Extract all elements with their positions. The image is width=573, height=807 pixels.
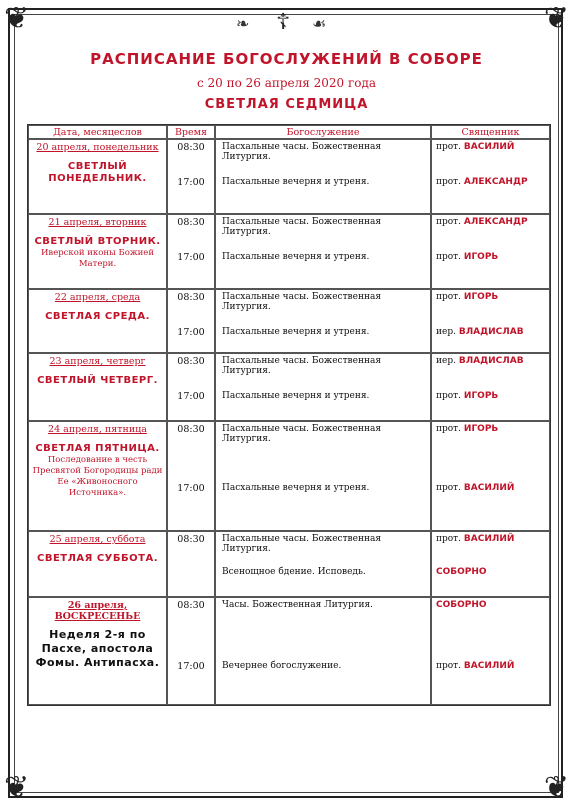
service-time: 17:00 <box>177 391 205 402</box>
priest-name: ИГОРЬ <box>463 252 499 262</box>
priest-rank: прот. <box>436 661 462 671</box>
column-header-priest: Священник <box>431 125 550 139</box>
feast-name: СВЕТЛАЯ ПЯТНИЦА. <box>35 443 160 454</box>
schedule-table <box>27 124 551 706</box>
column-header-service: Богослужение <box>215 125 431 139</box>
priest <box>432 424 549 434</box>
feast-name: СВЕТЛЫЙ ВТОРНИК. <box>34 236 161 247</box>
priest <box>432 217 549 227</box>
feast-name: СВЕТЛЫЙ ЧЕТВЕРГ. <box>37 375 158 386</box>
priest-name: ВАСИЛИЙ <box>463 661 515 671</box>
feast-name: Неделя 2-я по Пасхе, апостола Фомы. Антипасха. <box>35 628 160 669</box>
service-cell <box>215 421 431 531</box>
service-name: Пасхальные вечерня и утреня. <box>222 483 370 493</box>
priest-rank: прот. <box>436 217 462 227</box>
service-name: Пасхальные часы. Божественная Литургия. <box>222 356 381 376</box>
week-name: СВЕТЛАЯ СЕДМИЦА <box>204 97 369 112</box>
date-cell <box>28 214 167 289</box>
priest-rank: прот. <box>436 177 462 187</box>
service-time: 17:00 <box>177 661 205 672</box>
time-cell <box>167 353 215 421</box>
feast-name: СВЕТЛАЯ СУББОТА. <box>37 553 158 564</box>
corner-ornament-icon: ❦ <box>4 1 30 36</box>
flourish-right-icon: ☙ <box>312 14 327 33</box>
date-cell <box>28 353 167 421</box>
priest-name: АЛЕКСАНДР <box>463 177 528 187</box>
day-date: 25 апреля, суббота <box>49 534 146 545</box>
service-name: Вечернее богослужение. <box>222 661 342 671</box>
day-date: 26 апреля, ВОСКРЕСЕНЬЕ <box>54 600 141 622</box>
priest-cell <box>431 597 550 705</box>
day-row <box>28 214 550 289</box>
priest-cell <box>431 214 550 289</box>
service-time: 08:30 <box>177 142 205 153</box>
date-cell <box>28 139 167 214</box>
priest <box>432 661 549 671</box>
service-time: 17:00 <box>177 483 205 494</box>
date-cell <box>28 421 167 531</box>
time-cell <box>167 531 215 597</box>
service-time: 17:00 <box>177 252 205 263</box>
service-cell <box>215 597 431 705</box>
page-title: РАСПИСАНИЕ БОГОСЛУЖЕНИЙ В СОБОРЕ <box>90 50 483 68</box>
priest <box>432 177 549 187</box>
service-cell <box>215 353 431 421</box>
priest <box>432 142 549 152</box>
orthodox-cross-icon: ☦ <box>276 10 291 35</box>
priest-rank: иер. <box>436 327 456 337</box>
service-name: Часы. Божественная Литургия. <box>222 600 373 610</box>
day-date: 23 апреля, четверг <box>49 356 146 367</box>
day-date: 22 апреля, среда <box>54 292 141 303</box>
service-time: 08:30 <box>177 217 205 228</box>
service-time: 08:30 <box>177 356 205 367</box>
service-time: 08:30 <box>177 292 205 303</box>
priest-name: СОБОРНО <box>436 567 487 577</box>
priest <box>432 567 549 577</box>
priest <box>432 483 549 493</box>
service-time: 17:00 <box>177 327 205 338</box>
service-name: Пасхальные вечерня и утреня. <box>222 177 370 187</box>
table-header-row <box>28 125 550 139</box>
corner-ornament-icon: ❦ <box>543 770 569 805</box>
service-cell <box>215 289 431 353</box>
service-name: Пасхальные часы. Божественная Литургия. <box>222 217 381 237</box>
date-cell <box>28 597 167 705</box>
priest-name: ВАСИЛИЙ <box>463 534 515 544</box>
date-cell <box>28 531 167 597</box>
service-time: 08:30 <box>177 600 205 611</box>
service-name: Пасхальные часы. Божественная Литургия. <box>222 142 381 162</box>
priest <box>432 600 549 610</box>
feast-note: Последование в честь Пресвятой Богородицы ради Ее «Живоносного Источника». <box>32 455 163 498</box>
service-time: 17:00 <box>177 177 205 188</box>
priest-cell <box>431 139 550 214</box>
priest-cell <box>431 421 550 531</box>
priest-cell <box>431 289 550 353</box>
day-date: 20 апреля, понедельник <box>36 142 159 153</box>
day-row <box>28 139 550 214</box>
service-name: Всенощное бдение. Исповедь. <box>222 567 366 577</box>
priest-name: ИГОРЬ <box>463 292 499 302</box>
feast-name: СВЕТЛЫЙ ПОНЕДЕЛЬНИК. <box>48 161 147 184</box>
feast-name: СВЕТЛАЯ СРЕДА. <box>45 311 150 322</box>
day-date: 24 апреля, пятница <box>48 424 147 435</box>
service-name: Пасхальные вечерня и утреня. <box>222 327 370 337</box>
priest-rank: прот. <box>436 424 462 434</box>
time-cell <box>167 597 215 705</box>
service-time: 08:30 <box>177 534 205 545</box>
time-cell <box>167 421 215 531</box>
column-header-time: Время <box>167 125 215 139</box>
service-cell <box>215 214 431 289</box>
time-cell <box>167 289 215 353</box>
day-date: 21 апреля, вторник <box>48 217 147 228</box>
service-name: Пасхальные вечерня и утреня. <box>222 391 370 401</box>
day-row <box>28 353 550 421</box>
service-name: Пасхальные часы. Божественная Литургия. <box>222 424 381 444</box>
priest-name: ИГОРЬ <box>463 391 499 401</box>
priest-name: ВАСИЛИЙ <box>463 142 515 152</box>
time-cell <box>167 214 215 289</box>
priest-rank: иер. <box>436 356 456 366</box>
corner-ornament-icon: ❦ <box>543 1 569 36</box>
priest <box>432 391 549 401</box>
priest-rank: прот. <box>436 483 462 493</box>
priest-name: ИГОРЬ <box>463 424 499 434</box>
priest-rank: прот. <box>436 534 462 544</box>
service-name: Пасхальные часы. Божественная Литургия. <box>222 534 381 554</box>
priest-name: ВЛАДИСЛАВ <box>458 356 524 366</box>
feast-note: Иверской иконы Божией Матери. <box>41 248 154 269</box>
column-header-date: Дата, месяцеслов <box>28 125 167 139</box>
day-row <box>28 289 550 353</box>
day-row <box>28 421 550 531</box>
priest-rank: прот. <box>436 292 462 302</box>
priest-rank: прот. <box>436 391 462 401</box>
date-range: с 20 по 26 апреля 2020 года <box>196 76 377 90</box>
service-name: Пасхальные часы. Божественная Литургия. <box>222 292 381 312</box>
priest-rank: прот. <box>436 142 462 152</box>
corner-ornament-icon: ❦ <box>4 770 30 805</box>
priest <box>432 327 549 337</box>
priest-rank: прот. <box>436 252 462 262</box>
date-cell <box>28 289 167 353</box>
priest-name: ВАСИЛИЙ <box>463 483 515 493</box>
priest-cell <box>431 531 550 597</box>
priest-name: ВЛАДИСЛАВ <box>458 327 524 337</box>
flourish-left-icon: ❧ <box>236 14 250 33</box>
service-cell <box>215 531 431 597</box>
priest <box>432 292 549 302</box>
priest <box>432 534 549 544</box>
priest <box>432 252 549 262</box>
service-time: 08:30 <box>177 424 205 435</box>
day-row <box>28 597 550 705</box>
day-row <box>28 531 550 597</box>
priest-name: АЛЕКСАНДР <box>463 217 528 227</box>
time-cell <box>167 139 215 214</box>
priest-cell <box>431 353 550 421</box>
priest <box>432 356 549 366</box>
service-name: Пасхальные вечерня и утреня. <box>222 252 370 262</box>
service-cell <box>215 139 431 214</box>
priest-name: СОБОРНО <box>436 600 487 610</box>
